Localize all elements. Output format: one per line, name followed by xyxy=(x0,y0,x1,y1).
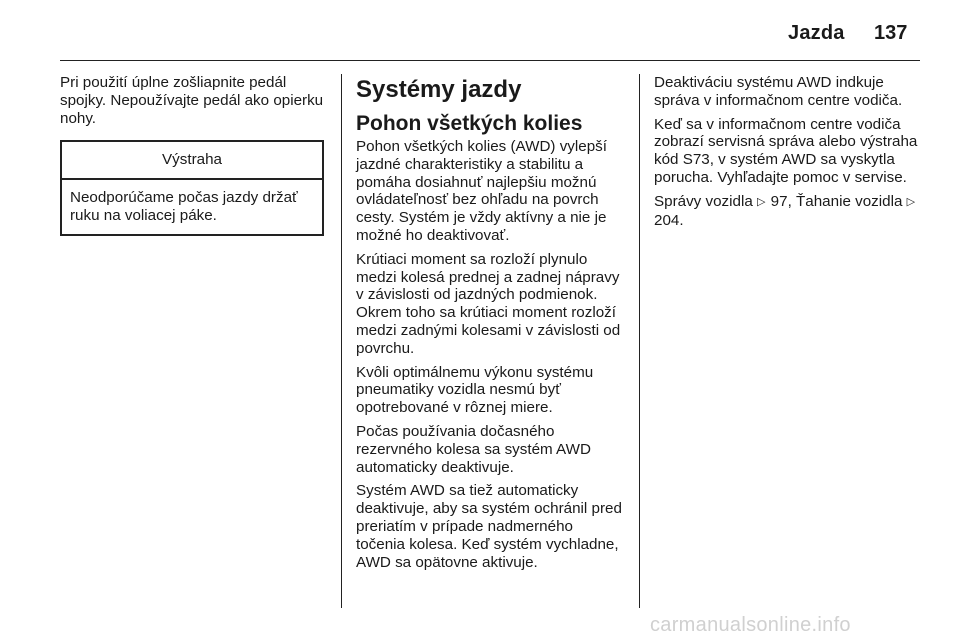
paragraph: Pohon všetkých kolies (AWD) vylepší jazdné charakteristiky a stabilitu a pomáha dosiahnuť najlepšiu možnú ovládateľnosť bez ohľadu na povrch cesty. Systém je vždy aktívny a nie je možné ho deaktivovať. xyxy=(356,138,607,244)
subsection-heading: Pohon všetkých kolies xyxy=(356,112,583,135)
paragraph: Kvôli optimálnemu výkonu systému pneumatiky vozidla nesmú byť opotrebované v rôznej miere. xyxy=(356,363,594,417)
paragraph: Počas používania dočasného rezervného kolesa sa systém AWD automaticky deaktivuje. xyxy=(356,422,591,476)
ref-page-link[interactable]: 204. xyxy=(654,211,684,229)
page-reference-icon: ▷ xyxy=(906,195,916,208)
column-left xyxy=(60,74,328,133)
ref-page-link[interactable]: 97, xyxy=(766,192,797,210)
section-heading: Systémy jazdy xyxy=(356,76,522,103)
page-header-title: Jazda xyxy=(788,22,845,44)
cross-references xyxy=(654,193,926,230)
ref-text-vehicle-messages: Správy vozidla xyxy=(654,192,757,210)
paragraph: Deaktiváciu systému AWD indkuje správa v informačnom centre vodiča. xyxy=(654,74,903,109)
warning-text: Neodporúčame počas jazdy držať ruku na voliacej páke. xyxy=(70,189,298,224)
column-middle xyxy=(356,74,626,577)
column-divider-1 xyxy=(341,74,342,608)
column-right xyxy=(654,74,926,235)
column-divider-2 xyxy=(639,74,640,608)
paragraph: Krútiaci moment sa rozloží plynulo medzi kolesá prednej a zadnej nápravy v závislosti od jazdných podmienok. Okrem toho sa krútiaci moment rozloží medzi zadnými kolesami v závislosti od povrchu. xyxy=(356,250,621,357)
warning-box xyxy=(60,140,324,236)
page-number: 137 xyxy=(874,22,908,44)
paragraph-clutch: Pri použití úplne zošliapnite pedál spojky. Nepoužívajte pedál ako opierku nohy. xyxy=(60,74,324,127)
ref-text-towing: Ťahanie vozidla xyxy=(796,192,907,210)
paragraph: Systém AWD sa tiež automaticky deaktivuje, aby sa systém ochránil pred preriatím v prípade nadmerného točenia kolesa. Keď systém vychladne, AWD sa opätovne aktivuje. xyxy=(356,482,622,571)
page-reference-icon: ▷ xyxy=(756,195,766,208)
header-divider xyxy=(60,60,920,61)
watermark: carmanualsonline.info xyxy=(650,614,851,636)
warning-title: Výstraha xyxy=(62,142,322,180)
paragraph: Keď sa v informačnom centre vodiča zobrazí servisná správa alebo výstraha kód S73, v systém AWD sa vyskytla porucha. Vyhľadajte pomoc v servise. xyxy=(654,115,918,186)
